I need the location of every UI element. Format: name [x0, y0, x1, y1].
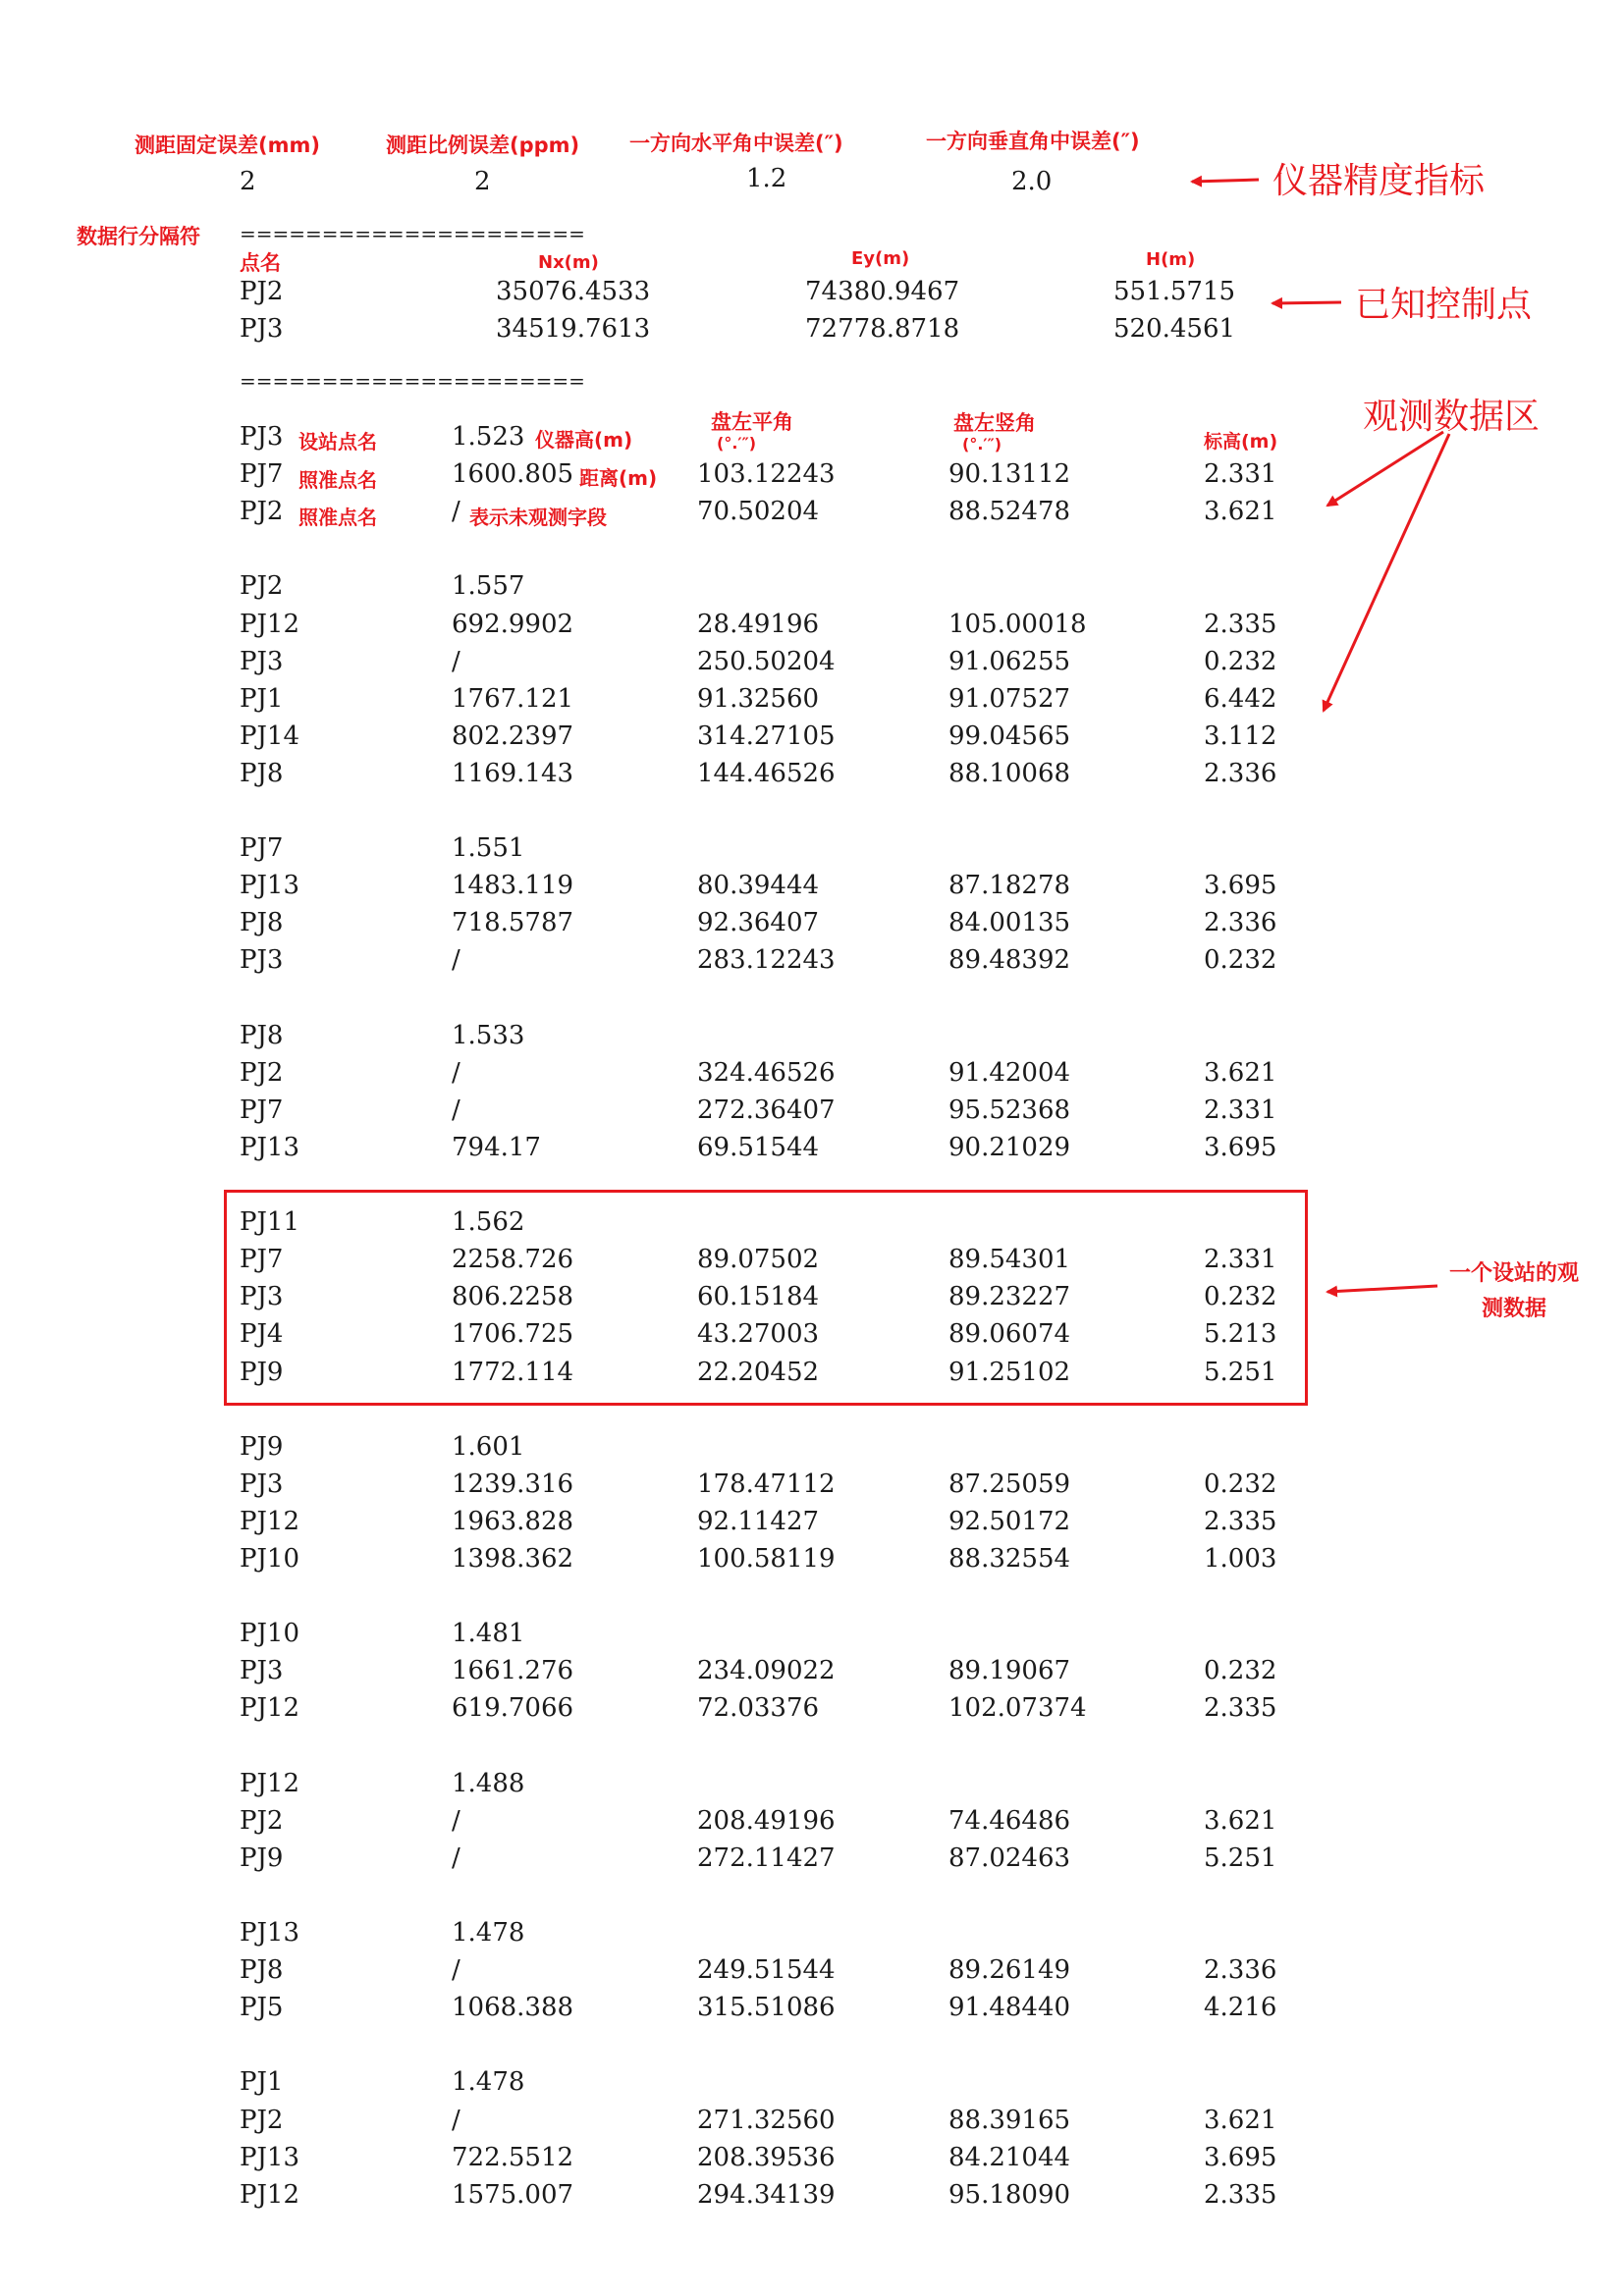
distance: 1963.828: [452, 1506, 574, 1536]
vertical-angle: 90.21029: [948, 1132, 1071, 1162]
target-name: PJ12: [240, 2179, 300, 2210]
target-name: PJ9: [240, 1842, 284, 1873]
target-name: PJ10: [240, 1544, 300, 1574]
target-height: 5.213: [1204, 1319, 1277, 1350]
horizontal-angle: 272.36407: [697, 1095, 836, 1125]
target-name: PJ13: [240, 1132, 300, 1162]
station-name: PJ11: [240, 1207, 300, 1238]
vertical-angle: 92.50172: [948, 1506, 1071, 1536]
vertical-angle: 87.02463: [948, 1842, 1071, 1873]
vertical-angle: 88.39165: [948, 2105, 1071, 2135]
target-height: 2.335: [1204, 1693, 1277, 1724]
target-height: 2.335: [1204, 1506, 1277, 1536]
col-header-horizontal-unit: (°.′″): [717, 434, 757, 453]
target-name: PJ7: [240, 1245, 284, 1275]
distance: /: [452, 1805, 460, 1836]
target-name: PJ2: [240, 1057, 284, 1088]
control-row-2-h: 520.4561: [1113, 314, 1236, 344]
control-row-1-nx: 35076.4533: [496, 277, 651, 306]
target-height: 1.003: [1204, 1544, 1277, 1574]
vertical-angle: 99.04565: [948, 721, 1071, 751]
horizontal-angle: 283.12243: [697, 945, 836, 976]
control-row-2-ey: 72778.8718: [805, 314, 960, 344]
distance: 1169.143: [452, 758, 574, 788]
precision-value-ppm: 2: [474, 167, 491, 196]
vertical-angle: 87.18278: [948, 871, 1071, 901]
target-height: 2.331: [1204, 1245, 1277, 1275]
target-name: PJ2: [240, 497, 284, 527]
precision-header-ppm-error: 测距比例误差(ppm): [386, 133, 580, 157]
vertical-angle: 91.48440: [948, 1993, 1071, 2023]
vertical-angle: 88.10068: [948, 758, 1071, 788]
horizontal-angle: 72.03376: [697, 1693, 820, 1724]
note-target-name-1: 照准点名: [298, 468, 377, 492]
target-name: PJ12: [240, 1506, 300, 1536]
distance: 1661.276: [452, 1656, 574, 1686]
station-name: PJ3: [240, 422, 284, 452]
target-height: 0.232: [1204, 1282, 1277, 1312]
arrow-obs-2: [1324, 434, 1449, 711]
control-row-2-name: PJ3: [240, 314, 284, 344]
target-height: 3.695: [1204, 1132, 1277, 1162]
vertical-angle: 91.42004: [948, 1057, 1071, 1088]
target-name: PJ3: [240, 1468, 284, 1499]
horizontal-angle: 91.32560: [697, 683, 820, 714]
target-name: PJ13: [240, 2142, 300, 2172]
target-name: PJ13: [240, 871, 300, 901]
vertical-angle: 88.32554: [948, 1544, 1071, 1574]
distance: 1575.007: [452, 2179, 574, 2210]
vertical-angle: 95.18090: [948, 2179, 1071, 2210]
target-height: 2.335: [1204, 2179, 1277, 2210]
control-header-h: H(m): [1146, 249, 1196, 270]
distance: 802.2397: [452, 721, 574, 751]
control-label: 已知控制点: [1355, 285, 1533, 325]
target-name: PJ7: [240, 1095, 284, 1125]
station-name: PJ13: [240, 1918, 300, 1948]
horizontal-angle: 22.20452: [697, 1357, 820, 1387]
horizontal-angle: 315.51086: [697, 1993, 836, 2023]
horizontal-angle: 178.47112: [697, 1468, 836, 1499]
separator-line-2: =====================: [240, 369, 585, 393]
vertical-angle: 89.23227: [948, 1282, 1071, 1312]
observation-area-label: 观测数据区: [1363, 397, 1541, 437]
horizontal-angle: 60.15184: [697, 1282, 820, 1312]
vertical-angle: 74.46486: [948, 1805, 1071, 1836]
station-label: 一个设站的观测数据: [1448, 1261, 1579, 1321]
vertical-angle: 88.52478: [948, 497, 1071, 527]
horizontal-angle: 89.07502: [697, 1245, 820, 1275]
control-row-2-nx: 34519.7613: [496, 314, 651, 344]
instrument-height: 1.523: [452, 422, 525, 452]
target-name: PJ14: [240, 721, 300, 751]
target-height: 2.331: [1204, 1095, 1277, 1125]
instrument-height: 1.478: [452, 2067, 525, 2098]
note-station-name: 设站点名: [298, 430, 377, 454]
control-row-1-h: 551.5715: [1113, 277, 1236, 306]
distance: 794.17: [452, 1132, 541, 1162]
horizontal-angle: 69.51544: [697, 1132, 820, 1162]
target-name: PJ2: [240, 2105, 284, 2135]
distance: /: [452, 1842, 460, 1873]
distance: 806.2258: [452, 1282, 574, 1312]
horizontal-angle: 324.46526: [697, 1057, 836, 1088]
instrument-height: 1.562: [452, 1207, 525, 1238]
target-name: PJ3: [240, 1656, 284, 1686]
note-instrument-height: 仪器高(m): [535, 428, 633, 452]
vertical-angle: 91.06255: [948, 646, 1071, 676]
target-height: 0.232: [1204, 1468, 1277, 1499]
target-height: 2.336: [1204, 908, 1277, 938]
target-height: 3.112: [1204, 721, 1277, 751]
precision-header-fixed-error: 测距固定误差(mm): [135, 133, 320, 157]
instrument-height: 1.533: [452, 1020, 525, 1050]
horizontal-angle: 249.51544: [697, 1955, 836, 1986]
control-header-nx: Nx(m): [538, 252, 599, 273]
precision-value-horizontal: 1.2: [746, 164, 787, 193]
precision-value-vertical: 2.0: [1011, 167, 1053, 196]
distance: /: [452, 497, 460, 527]
target-height: 0.232: [1204, 1656, 1277, 1686]
horizontal-angle: 43.27003: [697, 1319, 820, 1350]
target-height: 0.232: [1204, 945, 1277, 976]
distance: /: [452, 1095, 460, 1125]
horizontal-angle: 314.27105: [697, 721, 836, 751]
col-header-horizontal: 盘左平角: [711, 410, 793, 434]
target-height: 4.216: [1204, 1993, 1277, 2023]
horizontal-angle: 208.39536: [697, 2142, 836, 2172]
station-name: PJ7: [240, 833, 284, 864]
horizontal-angle: 92.11427: [697, 1506, 820, 1536]
precision-header-horizontal-error: 一方向水平角中误差(″): [629, 132, 843, 155]
target-name: PJ2: [240, 1805, 284, 1836]
target-name: PJ3: [240, 945, 284, 976]
target-height: 2.335: [1204, 609, 1277, 639]
instrument-height: 1.478: [452, 1918, 525, 1948]
horizontal-angle: 92.36407: [697, 908, 820, 938]
horizontal-angle: 250.50204: [697, 646, 836, 676]
precision-header-vertical-error: 一方向垂直角中误差(″): [926, 130, 1140, 153]
target-name: PJ12: [240, 609, 300, 639]
col-header-vertical-unit: (°.′″): [962, 435, 1002, 454]
distance: 1068.388: [452, 1993, 574, 2023]
station-name: PJ9: [240, 1431, 284, 1462]
distance: 1398.362: [452, 1544, 574, 1574]
distance: /: [452, 646, 460, 676]
station-name: PJ8: [240, 1020, 284, 1050]
distance: 722.5512: [452, 2142, 574, 2172]
distance: 1772.114: [452, 1357, 574, 1387]
vertical-angle: 89.26149: [948, 1955, 1071, 1986]
distance: 1239.316: [452, 1468, 574, 1499]
vertical-angle: 84.21044: [948, 2142, 1071, 2172]
note-target-name-2: 照准点名: [298, 506, 377, 529]
target-name: PJ3: [240, 1282, 284, 1312]
precision-label: 仪器精度指标: [1272, 161, 1486, 201]
target-name: PJ8: [240, 1955, 284, 1986]
vertical-angle: 87.25059: [948, 1468, 1071, 1499]
arrow-obs-1: [1327, 432, 1443, 506]
instrument-height: 1.488: [452, 1768, 525, 1798]
horizontal-angle: 70.50204: [697, 497, 820, 527]
target-height: 3.621: [1204, 497, 1277, 527]
distance: 1706.725: [452, 1319, 574, 1350]
distance: 718.5787: [452, 908, 574, 938]
precision-value-fixed: 2: [240, 167, 256, 196]
distance: 1767.121: [452, 683, 574, 714]
arrow-control: [1272, 302, 1341, 303]
distance: /: [452, 1955, 460, 1986]
vertical-angle: 89.48392: [948, 945, 1071, 976]
vertical-angle: 90.13112: [948, 459, 1071, 490]
instrument-height: 1.481: [452, 1619, 525, 1649]
vertical-angle: 91.07527: [948, 683, 1071, 714]
target-name: PJ4: [240, 1319, 284, 1350]
vertical-angle: 84.00135: [948, 908, 1071, 938]
horizontal-angle: 103.12243: [697, 459, 836, 490]
note-distance: 距离(m): [579, 466, 658, 490]
distance: 1600.805: [452, 459, 574, 490]
instrument-height: 1.551: [452, 833, 525, 864]
horizontal-angle: 144.46526: [697, 758, 836, 788]
control-header-ey: Ey(m): [851, 248, 910, 269]
distance: 619.7066: [452, 1693, 574, 1724]
arrow-precision: [1192, 180, 1259, 182]
target-name: PJ8: [240, 758, 284, 788]
vertical-angle: 105.00018: [948, 609, 1087, 639]
target-height: 2.331: [1204, 459, 1277, 490]
control-name-header: 点名: [240, 251, 281, 275]
target-name: PJ8: [240, 908, 284, 938]
col-header-target-height: 标高(m): [1204, 431, 1278, 453]
col-header-vertical: 盘左竖角: [953, 411, 1036, 435]
target-height: 2.336: [1204, 758, 1277, 788]
vertical-angle: 89.54301: [948, 1245, 1071, 1275]
distance: /: [452, 1057, 460, 1088]
horizontal-angle: 100.58119: [697, 1544, 836, 1574]
target-height: 0.232: [1204, 646, 1277, 676]
horizontal-angle: 271.32560: [697, 2105, 836, 2135]
separator-label: 数据行分隔符: [77, 225, 200, 248]
target-height: 3.695: [1204, 871, 1277, 901]
distance: /: [452, 2105, 460, 2135]
vertical-angle: 102.07374: [948, 1693, 1087, 1724]
control-row-1-name: PJ2: [240, 277, 284, 306]
distance: /: [452, 945, 460, 976]
target-name: PJ9: [240, 1357, 284, 1387]
target-name: PJ5: [240, 1993, 284, 2023]
distance: 692.9902: [452, 609, 574, 639]
target-height: 2.336: [1204, 1955, 1277, 1986]
arrow-station: [1327, 1286, 1437, 1292]
station-name: PJ2: [240, 571, 284, 602]
target-name: PJ12: [240, 1693, 300, 1724]
station-name: PJ1: [240, 2067, 284, 2098]
target-height: 3.621: [1204, 2105, 1277, 2135]
vertical-angle: 95.52368: [948, 1095, 1071, 1125]
target-name: PJ1: [240, 683, 284, 714]
target-height: 3.621: [1204, 1057, 1277, 1088]
separator-line: =====================: [240, 222, 585, 245]
target-height: 5.251: [1204, 1842, 1277, 1873]
target-height: 5.251: [1204, 1357, 1277, 1387]
target-height: 3.695: [1204, 2142, 1277, 2172]
horizontal-angle: 80.39444: [697, 871, 820, 901]
target-height: 3.621: [1204, 1805, 1277, 1836]
horizontal-angle: 272.11427: [697, 1842, 836, 1873]
vertical-angle: 89.06074: [948, 1319, 1071, 1350]
distance: 2258.726: [452, 1245, 574, 1275]
station-name: PJ12: [240, 1768, 300, 1798]
instrument-height: 1.557: [452, 571, 525, 602]
instrument-height: 1.601: [452, 1431, 525, 1462]
vertical-angle: 91.25102: [948, 1357, 1071, 1387]
target-name: PJ7: [240, 459, 284, 490]
horizontal-angle: 294.34139: [697, 2179, 836, 2210]
horizontal-angle: 28.49196: [697, 609, 820, 639]
target-height: 6.442: [1204, 683, 1277, 714]
note-unobserved: 表示未观测字段: [469, 506, 607, 529]
vertical-angle: 89.19067: [948, 1656, 1071, 1686]
target-name: PJ3: [240, 646, 284, 676]
horizontal-angle: 208.49196: [697, 1805, 836, 1836]
control-row-1-ey: 74380.9467: [805, 277, 960, 306]
distance: 1483.119: [452, 871, 574, 901]
station-name: PJ10: [240, 1619, 300, 1649]
horizontal-angle: 234.09022: [697, 1656, 836, 1686]
